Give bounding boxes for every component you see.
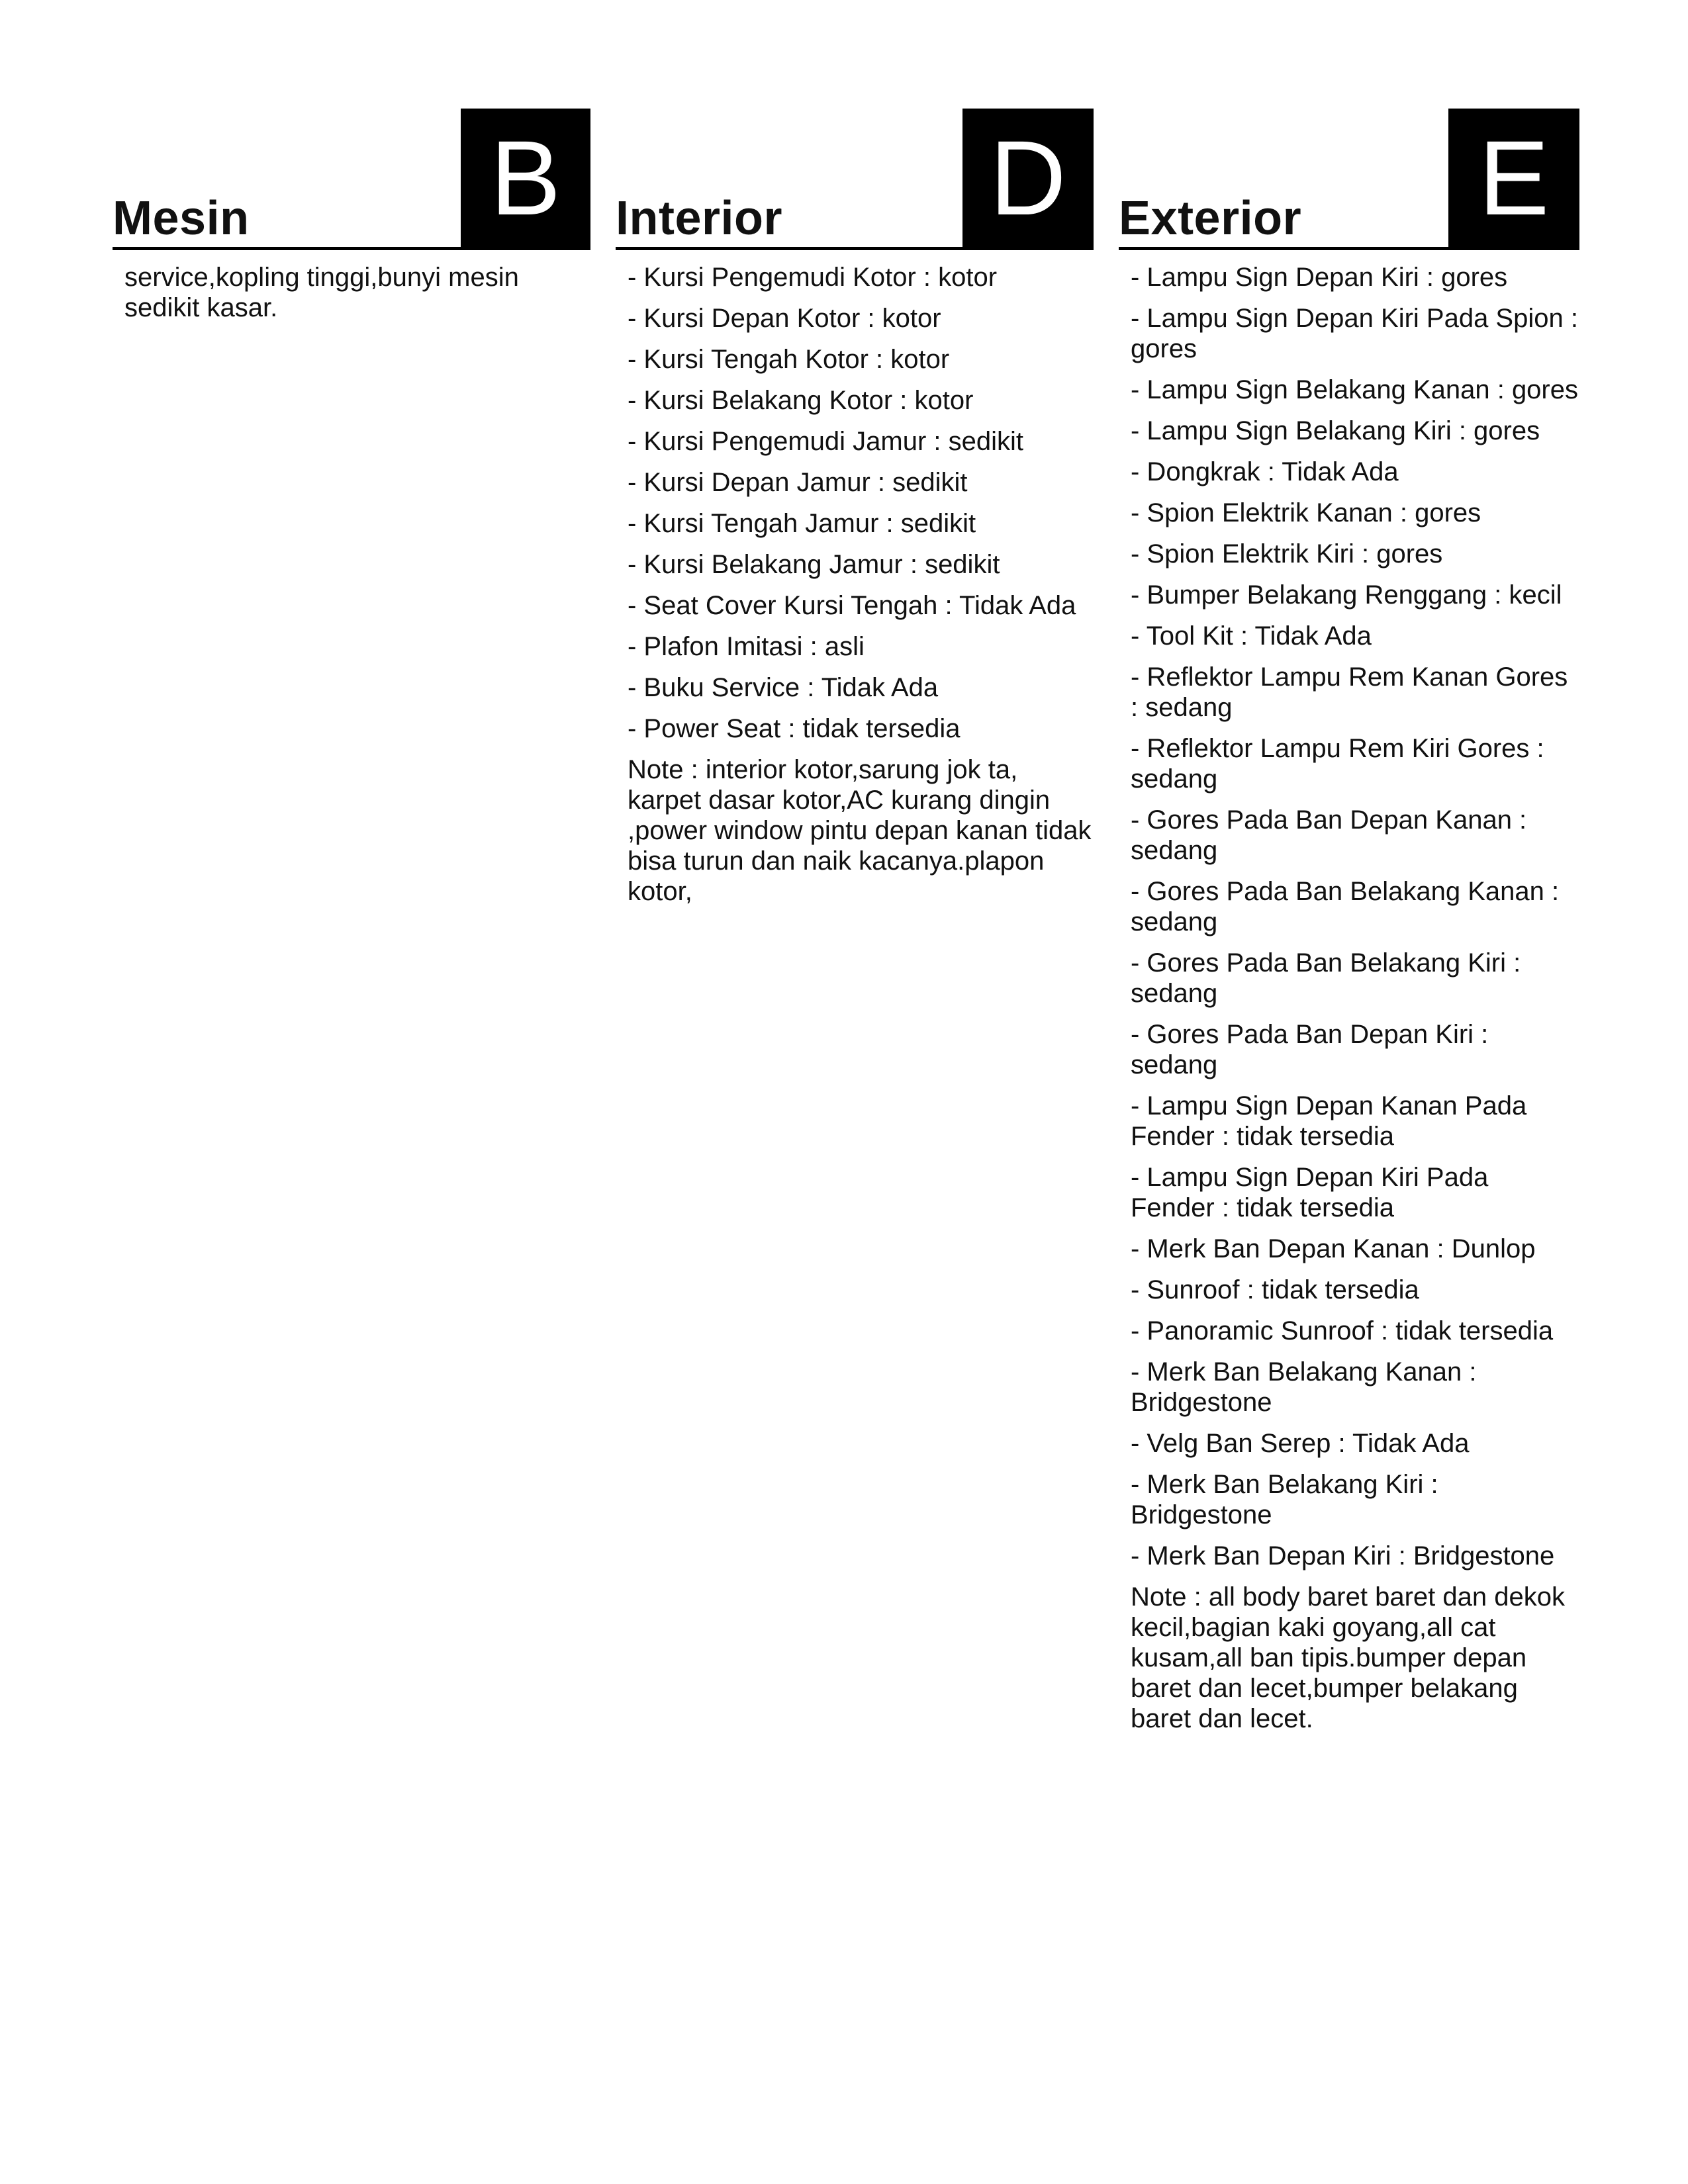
section-header bbox=[616, 109, 1094, 250]
list-item: - Lampu Sign Belakang Kanan : gores bbox=[1131, 375, 1578, 404]
section-body bbox=[1119, 250, 1579, 1734]
list-item: - Kursi Tengah Kotor : kotor bbox=[628, 345, 950, 374]
section-letter-badge: B bbox=[461, 109, 590, 248]
section-body bbox=[616, 250, 1094, 907]
section-header bbox=[113, 109, 590, 250]
list-item: - Merk Ban Belakang Kanan : Bridgestone bbox=[1131, 1357, 1477, 1417]
list-item: - Lampu Sign Depan Kanan Pada Fender : tidak tersedia bbox=[1131, 1091, 1527, 1151]
section-body bbox=[113, 250, 590, 323]
list-item: - Lampu Sign Depan Kiri : gores bbox=[1131, 263, 1508, 292]
list-item: - Kursi Belakang Kotor : kotor bbox=[628, 386, 974, 415]
header-divider bbox=[113, 247, 590, 250]
list-item: - Lampu Sign Depan Kiri Pada Fender : tidak tersedia bbox=[1131, 1163, 1489, 1222]
list-item: - Kursi Pengemudi Kotor : kotor bbox=[628, 263, 998, 292]
list-item: - Gores Pada Ban Depan Kiri : sedang bbox=[1131, 1020, 1489, 1079]
section-letter-badge: E bbox=[1448, 109, 1579, 248]
list-item: - Buku Service : Tidak Ada bbox=[628, 673, 939, 702]
list-item: - Merk Ban Depan Kanan : Dunlop bbox=[1131, 1234, 1536, 1263]
list-item: - Velg Ban Serep : Tidak Ada bbox=[1131, 1429, 1470, 1458]
list-item: - Gores Pada Ban Depan Kanan : sedang bbox=[1131, 805, 1527, 865]
list-item: - Reflektor Lampu Rem Kanan Gores : sedang bbox=[1131, 662, 1568, 722]
list-item: - Merk Ban Belakang Kiri : Bridgestone bbox=[1131, 1470, 1438, 1529]
section-header bbox=[1119, 109, 1579, 250]
list-item: - Sunroof : tidak tersedia bbox=[1131, 1275, 1419, 1304]
list-item: - Kursi Depan Jamur : sedikit bbox=[628, 468, 968, 497]
list-item: - Kursi Depan Kotor : kotor bbox=[628, 304, 941, 333]
list-item: - Panoramic Sunroof : tidak tersedia bbox=[1131, 1316, 1554, 1345]
list-item: - Spion Elektrik Kiri : gores bbox=[1131, 539, 1443, 569]
section-interior bbox=[616, 109, 1094, 907]
list-item: - Gores Pada Ban Belakang Kanan : sedang bbox=[1131, 877, 1560, 936]
section-title: Mesin bbox=[113, 192, 250, 245]
list-item: - Power Seat : tidak tersedia bbox=[628, 714, 961, 743]
section-note: Note : all body baret baret dan dekok kecil,bagian kaki goyang,all cat kusam,all ban tipis.bumper depan baret dan lecet,bumper belakang baret dan lecet. bbox=[1131, 1582, 1565, 1733]
section-letter-badge: D bbox=[962, 109, 1094, 248]
header-divider bbox=[616, 247, 1094, 250]
list-item: - Plafon Imitasi : asli bbox=[628, 632, 865, 661]
list-item: - Kursi Pengemudi Jamur : sedikit bbox=[628, 427, 1024, 456]
section-exterior bbox=[1119, 109, 1579, 1734]
list-item: - Lampu Sign Belakang Kiri : gores bbox=[1131, 416, 1540, 445]
list-item: - Dongkrak : Tidak Ada bbox=[1131, 457, 1399, 486]
list-item: - Bumper Belakang Renggang : kecil bbox=[1131, 580, 1562, 610]
list-item: - Merk Ban Depan Kiri : Bridgestone bbox=[1131, 1541, 1555, 1570]
list-item: - Lampu Sign Depan Kiri Pada Spion : gores bbox=[1131, 304, 1578, 363]
section-note: Note : interior kotor,sarung jok ta, karpet dasar kotor,AC kurang dingin ,power window pintu depan kanan tidak bisa turun dan naik kacanya.plapon kotor, bbox=[628, 755, 1092, 906]
list-item: - Seat Cover Kursi Tengah : Tidak Ada bbox=[628, 591, 1076, 620]
section-title: Interior bbox=[616, 192, 783, 245]
list-item: - Gores Pada Ban Belakang Kiri : sedang bbox=[1131, 948, 1521, 1008]
section-title: Exterior bbox=[1119, 192, 1302, 245]
section-mesin bbox=[113, 109, 590, 323]
list-item: - Kursi Tengah Jamur : sedikit bbox=[628, 509, 976, 538]
section-note: service,kopling tinggi,bunyi mesin sedikit kasar. bbox=[124, 263, 519, 322]
list-item: - Kursi Belakang Jamur : sedikit bbox=[628, 550, 1000, 579]
header-divider bbox=[1119, 247, 1579, 250]
list-item: - Tool Kit : Tidak Ada bbox=[1131, 621, 1372, 651]
list-item: - Reflektor Lampu Rem Kiri Gores : sedang bbox=[1131, 734, 1544, 794]
list-item: - Spion Elektrik Kanan : gores bbox=[1131, 498, 1481, 527]
